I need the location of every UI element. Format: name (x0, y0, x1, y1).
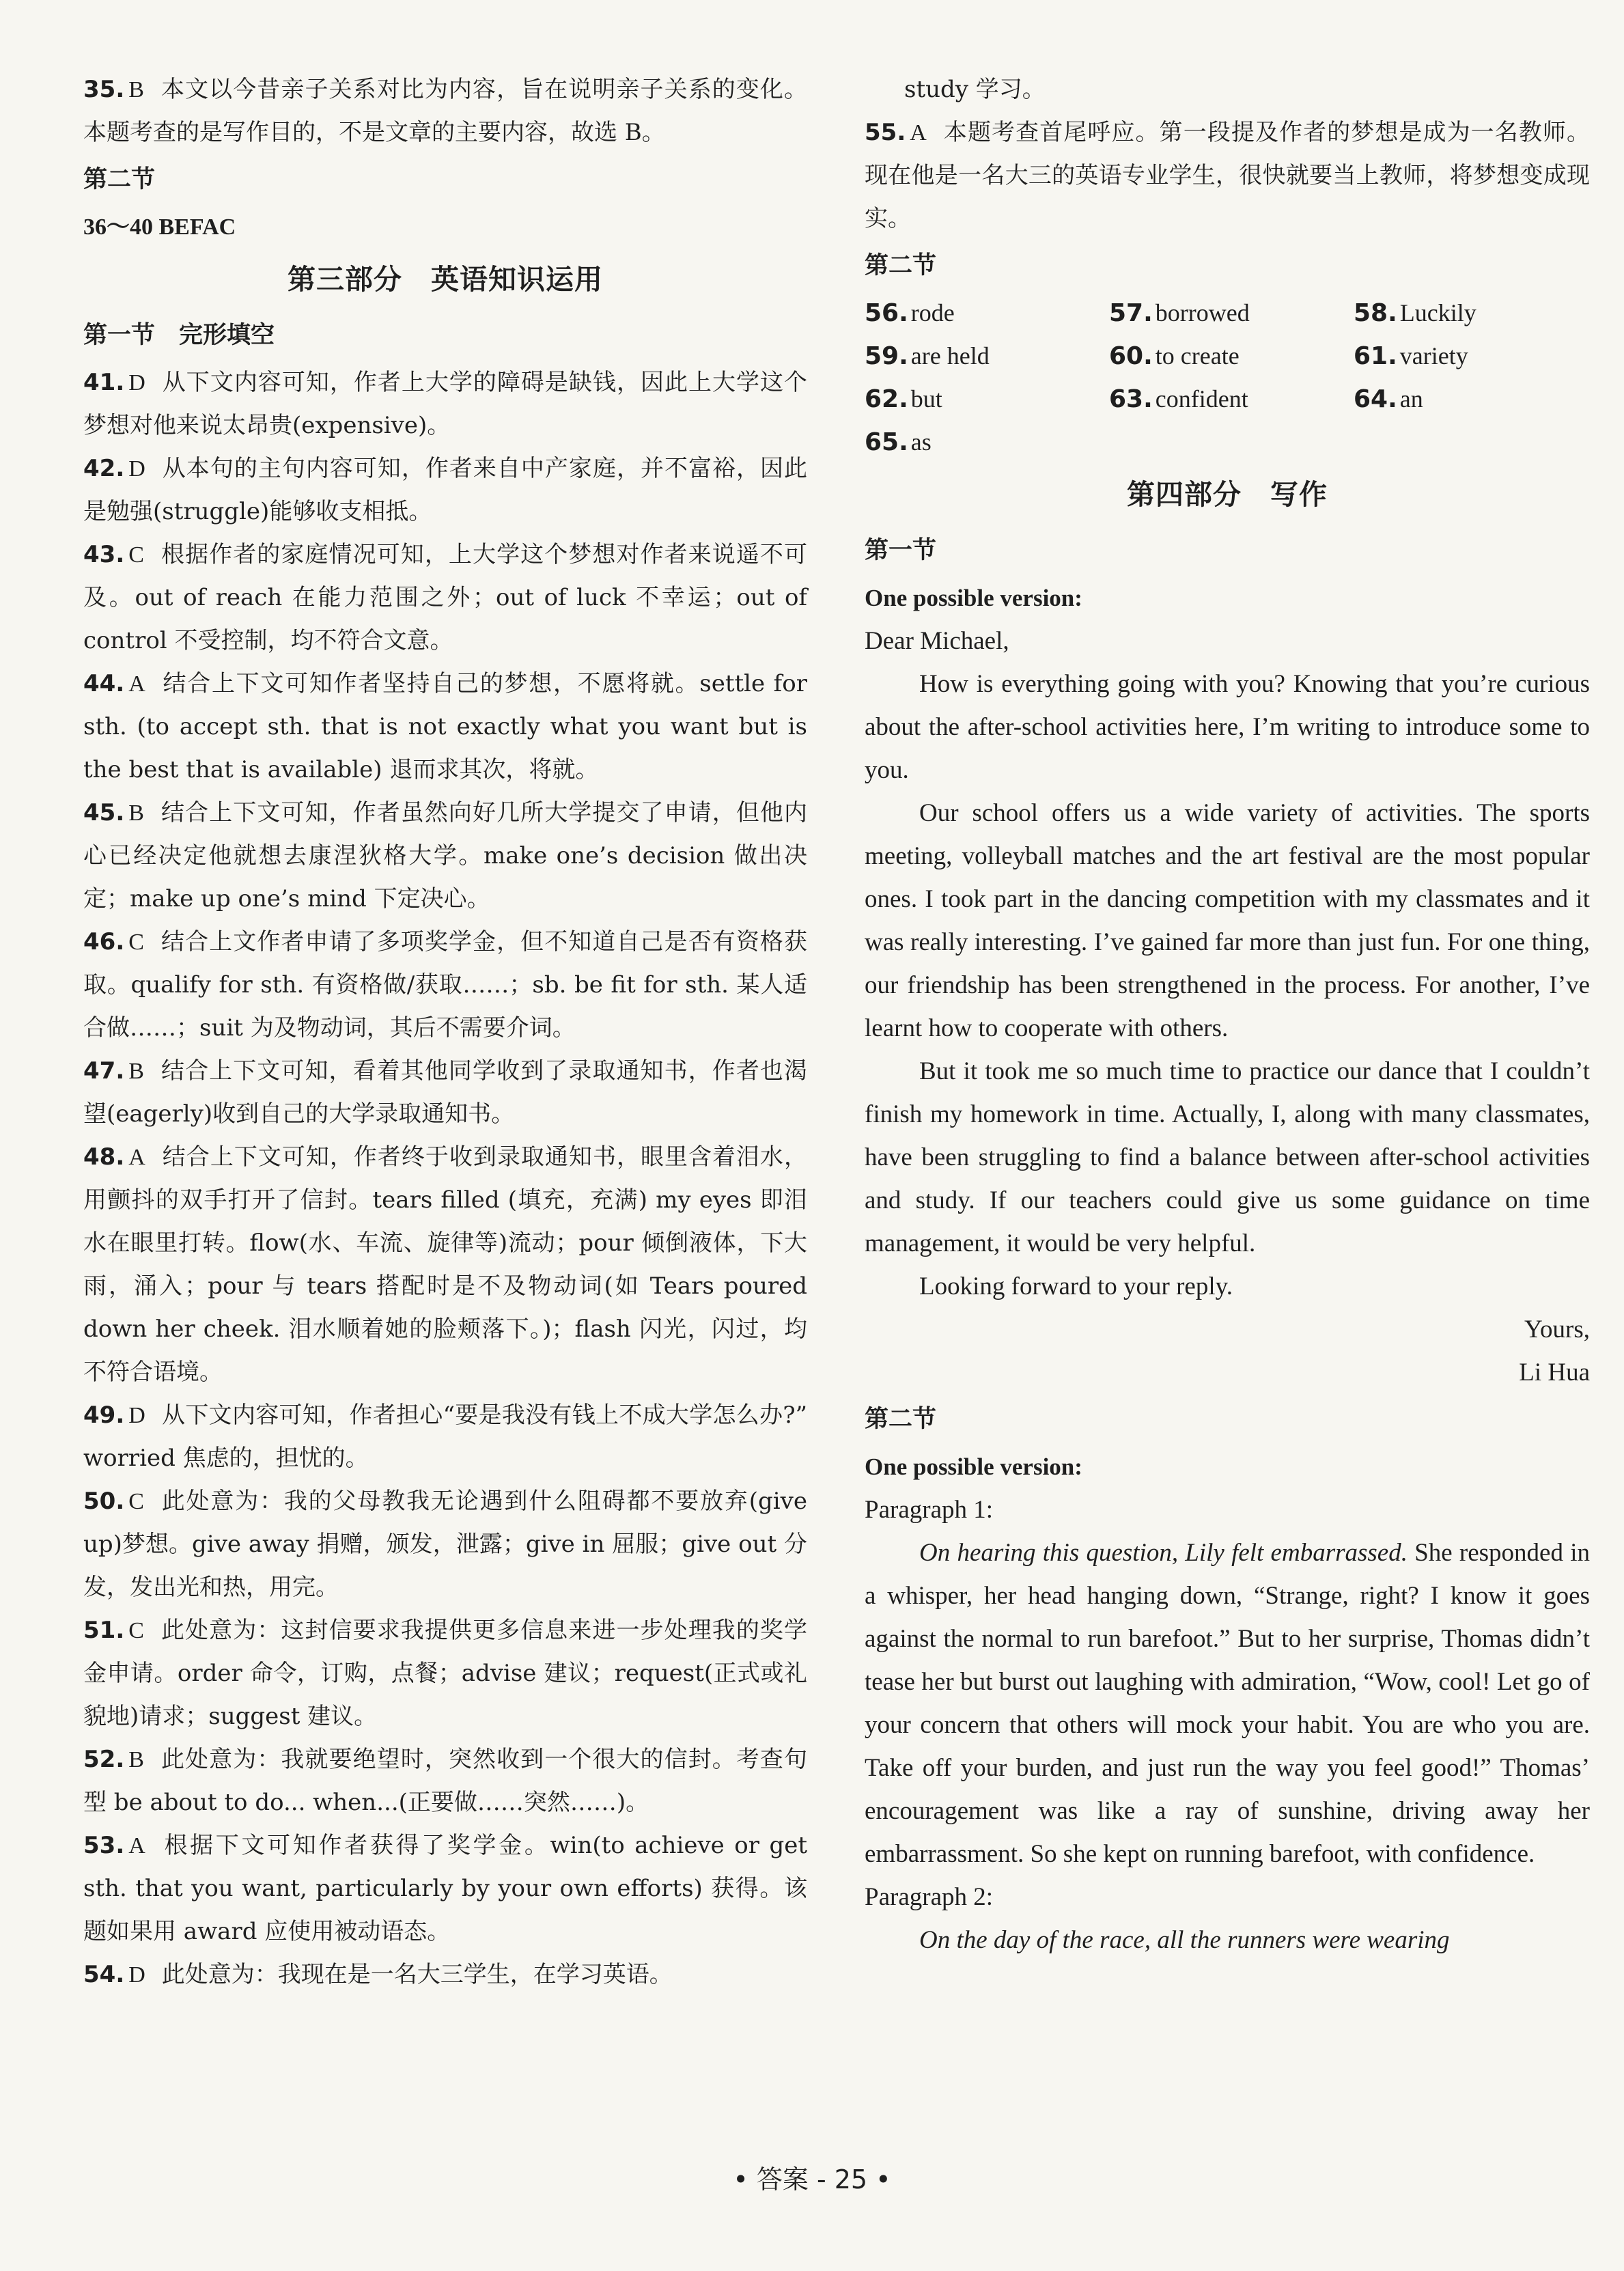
answer-letter: B (128, 1059, 144, 1084)
letter-paragraph-1: How is everything going with you? Knowing that you’re curious about the after-school activities here, I’m writing to introduce some to you. (865, 670, 1590, 784)
answer-word: confident (1155, 385, 1248, 413)
section-title: 第二节 (865, 252, 937, 279)
explanation: 此处意为：这封信要求我提供更多信息来进一步处理我的奖学金申请。order 命令，订购，点餐；advise 建议；request(正式或礼貌地)请求；suggest 建议。 (83, 1617, 807, 1730)
grammar-answer (1109, 292, 1354, 335)
cloze-answer-item (83, 1050, 807, 1136)
cloze-answer-item (83, 447, 807, 533)
explanation: 本文以今昔亲子关系对比为内容，旨在说明亲子关系的变化。本题考查的是写作目的，不是文章的主要内容，故选 B。 (83, 76, 807, 146)
grammar-answer (865, 378, 1109, 421)
answer-35 (83, 68, 807, 154)
answer-letter: D (128, 370, 145, 395)
page-footer: • 答案 - 25 • (733, 2164, 891, 2195)
explanation: 结合上文作者申请了多项奖学金，但不知道自己是否有资格获取。qualify for sth. 有资格做/获取……；sb. be fit for sth. 某人适合做……；suit 为及物动词，其后不需要介词。 (83, 928, 807, 1042)
explanation: 结合上下文可知，作者虽然向好几所大学提交了申请，但他内心已经决定他就想去康涅狄格大学。make one’s decision 做出决定；make up one’s mind 下定决心。 (83, 799, 807, 912)
paragraph-1-label: Paragraph 1: (865, 1496, 994, 1524)
answers-36-40: 36～40 BEFAC (83, 214, 236, 240)
grammar-answer (1354, 378, 1586, 421)
question-number: 48. (83, 1143, 125, 1171)
letter-paragraph-4: Looking forward to your reply. (919, 1272, 1233, 1300)
answer-letter: A (910, 120, 927, 145)
question-number: 53. (83, 1832, 125, 1859)
explanation: 结合上下文可知作者坚持自己的梦想，不愿将就。settle for sth. (to accept sth. that is not exactly what you want but is the best that is available) 退而求其次，将就。 (83, 670, 807, 783)
answer-letter: C (128, 542, 144, 568)
question-number: 51. (83, 1617, 125, 1644)
answer-letter: A (128, 1145, 145, 1170)
question-number: 43. (83, 541, 125, 568)
cloze-answer-item (83, 1394, 807, 1480)
version-label: One possible version: (865, 585, 1082, 611)
cloze-answer-item (83, 792, 807, 921)
cloze-answer-item (83, 663, 807, 792)
grammar-answer (865, 421, 1109, 464)
letter-greeting: Dear Michael, (865, 627, 1009, 655)
answer-letter: C (128, 930, 144, 955)
answer-letter: C (128, 1618, 144, 1643)
question-number: 49. (83, 1402, 125, 1429)
question-number: 64. (1354, 385, 1397, 413)
letter-paragraph-3: But it took me so much time to practice our dance that I couldn’t finish my homework in time. Actually, I, along with many classmates, have been struggling to find a balance between after-school activities and study. If our teachers could give us some guidance on time management, it would be very helpful. (865, 1057, 1590, 1257)
grammar-answer (865, 335, 1109, 378)
explanation: 此处意为：我的父母教我无论遇到什么阻碍都不要放弃(give up)梦想。give away 捐赠，颁发，泄露；give in 屈服；give out 分发，发出光和热，用完。 (83, 1488, 807, 1601)
grammar-answer (1354, 335, 1586, 378)
explanation: 此处意为：我就要绝望时，突然收到一个很大的信封。考查句型 be about to do... when...(正要做……突然……)。 (83, 1746, 807, 1816)
writing-section-2-title: 第二节 (865, 1406, 937, 1433)
answer-word: but (910, 385, 942, 413)
cloze-answer-item (83, 1824, 807, 1953)
paragraph-1-body: She responded in a whisper, her head hanging down, “Strange, right? I know it goes against the normal to run barefoot.” But to her surprise, Thomas didn’t tease her but burst out laughing with admiration, “Wow, cool! Let go of your concern that others will mock your habit. You are who you are. Take off your burden, and just run the way you feel good!” Thomas’ encouragement was like a ray of sunshine, driving away her embarrassment. So she kept on running barefoot, with confidence. (865, 1539, 1590, 1868)
paragraph-2-label: Paragraph 2: (865, 1883, 994, 1911)
answer-word: rode (910, 299, 955, 326)
question-number: 42. (83, 455, 125, 482)
explanation: 本题考查首尾呼应。第一段提及作者的梦想是成为一名教师。现在他是一名大三的英语专业学生，很快就要当上教师，将梦想变成现实。 (865, 119, 1590, 232)
cloze-answer-item (83, 1136, 807, 1394)
question-number: 46. (83, 928, 125, 956)
cloze-answer-item (83, 1609, 807, 1738)
answer-word: are held (910, 342, 990, 370)
explanation: 此处意为：我现在是一名大三学生，在学习英语。 (161, 1961, 673, 1988)
question-number: 65. (865, 428, 908, 456)
question-number: 55. (865, 119, 906, 146)
answer-letter: D (128, 1962, 145, 1988)
part-three-title: 第三部分 英语知识运用 (288, 263, 603, 296)
cloze-answer-item (83, 1953, 807, 1996)
explanation: 从下文内容可知，作者上大学的障碍是缺钱，因此上大学这个梦想对他来说太昂贵(expensive)。 (83, 369, 807, 439)
explanation: 从下文内容可知，作者担心“要是我没有钱上不成大学怎么办?” worried 焦虑的，担忧的。 (83, 1402, 807, 1472)
grammar-answer (1109, 335, 1354, 378)
continued-text: study 学习。 (904, 76, 1046, 103)
cloze-answer-item (83, 1480, 807, 1609)
grammar-answer (1109, 378, 1354, 421)
paragraph-2-opening: On the day of the race, all the runners were wearing (919, 1926, 1450, 1954)
answer-word: an (1399, 385, 1423, 413)
answer-letter: A (128, 1833, 145, 1858)
cloze-section-title: 第一节 完形填空 (83, 322, 275, 349)
question-number: 62. (865, 385, 908, 413)
answer-word: variety (1399, 342, 1468, 370)
cloze-answer-item (83, 1738, 807, 1824)
explanation: 根据作者的家庭情况可知，上大学这个梦想对作者来说遥不可及。out of reach 在能力范围之外；out of luck 不幸运；out of control 不受控制，均不符合文意。 (83, 541, 807, 654)
explanation: 结合上下文可知，看着其他同学收到了录取通知书，作者也渴望(eagerly)收到自己的大学录取通知书。 (83, 1057, 807, 1128)
part-four-title: 第四部分 写作 (1127, 478, 1328, 511)
question-number: 45. (83, 799, 125, 826)
cloze-answer-item (83, 361, 807, 447)
question-number: 44. (83, 670, 125, 697)
explanation: 根据下文可知作者获得了奖学金。win(to achieve or get sth. that you want, particularly by your own efforts) 获得。该题如果用 award 应使用被动语态。 (83, 1832, 807, 1945)
letter-paragraph-2: Our school offers us a wide variety of activities. The sports meeting, volleyball matches and the art festival are the most popular ones. I took part in the dancing competition with my classmates and it was really interesting. I’ve gained far more than just fun. For one thing, our friendship has been strengthened in the process. For another, I’ve learnt how to cooperate with others. (865, 799, 1590, 1042)
cloze-answer-item (83, 921, 807, 1050)
explanation: 从本句的主句内容可知，作者来自中产家庭，并不富裕，因此是勉强(struggle)能够收支相抵。 (83, 455, 807, 525)
answer-letter: A (128, 671, 145, 697)
paragraph-1-opening: On hearing this question, Lily felt embarrassed. (919, 1539, 1408, 1567)
explanation: 结合上下文可知，作者终于收到录取通知书，眼里含着泪水，用颤抖的双手打开了信封。tears filled (填充，充满) my eyes 即泪水在眼里打转。flow(水、车流、旋律等)流动；pour 倾倒液体，下大雨，涌入；pour 与 tears 搭配时是不及物动词(如 Tears poured down her cheek. 泪水顺着她的脸颊落下。)；flash 闪光，闪过，均不符合语境。 (83, 1143, 807, 1386)
answer-word: Luckily (1399, 299, 1476, 326)
cloze-answer-list (83, 361, 807, 1996)
cloze-answer-item (83, 533, 807, 663)
writing-section-1-title: 第一节 (865, 537, 937, 564)
question-number: 56. (865, 299, 908, 327)
question-number: 60. (1109, 342, 1153, 370)
grammar-answer-grid (865, 292, 1590, 464)
question-number: 57. (1109, 299, 1153, 327)
right-column (865, 68, 1590, 1962)
answer-word: to create (1155, 342, 1240, 370)
answer-letter: B (128, 1747, 144, 1772)
question-number: 54. (83, 1961, 125, 1988)
letter-closing: Yours, (1524, 1315, 1590, 1343)
question-number: 50. (83, 1488, 125, 1515)
grammar-answer (865, 292, 1109, 335)
answer-word: as (910, 428, 932, 456)
question-number: 58. (1354, 299, 1397, 327)
section-title: 第二节 (83, 166, 156, 193)
question-number: 35. (83, 76, 125, 103)
question-number: 52. (83, 1746, 125, 1773)
question-number: 41. (83, 369, 125, 396)
continuation-paragraph-1 (865, 1531, 1590, 1876)
question-number: 63. (1109, 385, 1153, 413)
letter-signature: Li Hua (1519, 1359, 1590, 1387)
answer-letter: B (128, 800, 144, 826)
question-number: 61. (1354, 342, 1397, 370)
grammar-answer (1354, 292, 1586, 335)
answer-letter: C (128, 1489, 144, 1514)
answer-letter: D (128, 1403, 145, 1428)
answer-55 (865, 111, 1590, 240)
answer-letter: B (128, 77, 144, 102)
answer-letter: D (128, 456, 145, 482)
question-number: 59. (865, 342, 908, 370)
left-column (83, 68, 807, 1996)
version-label-2: One possible version: (865, 1453, 1082, 1480)
question-number: 47. (83, 1057, 125, 1085)
answer-word: borrowed (1155, 299, 1250, 326)
